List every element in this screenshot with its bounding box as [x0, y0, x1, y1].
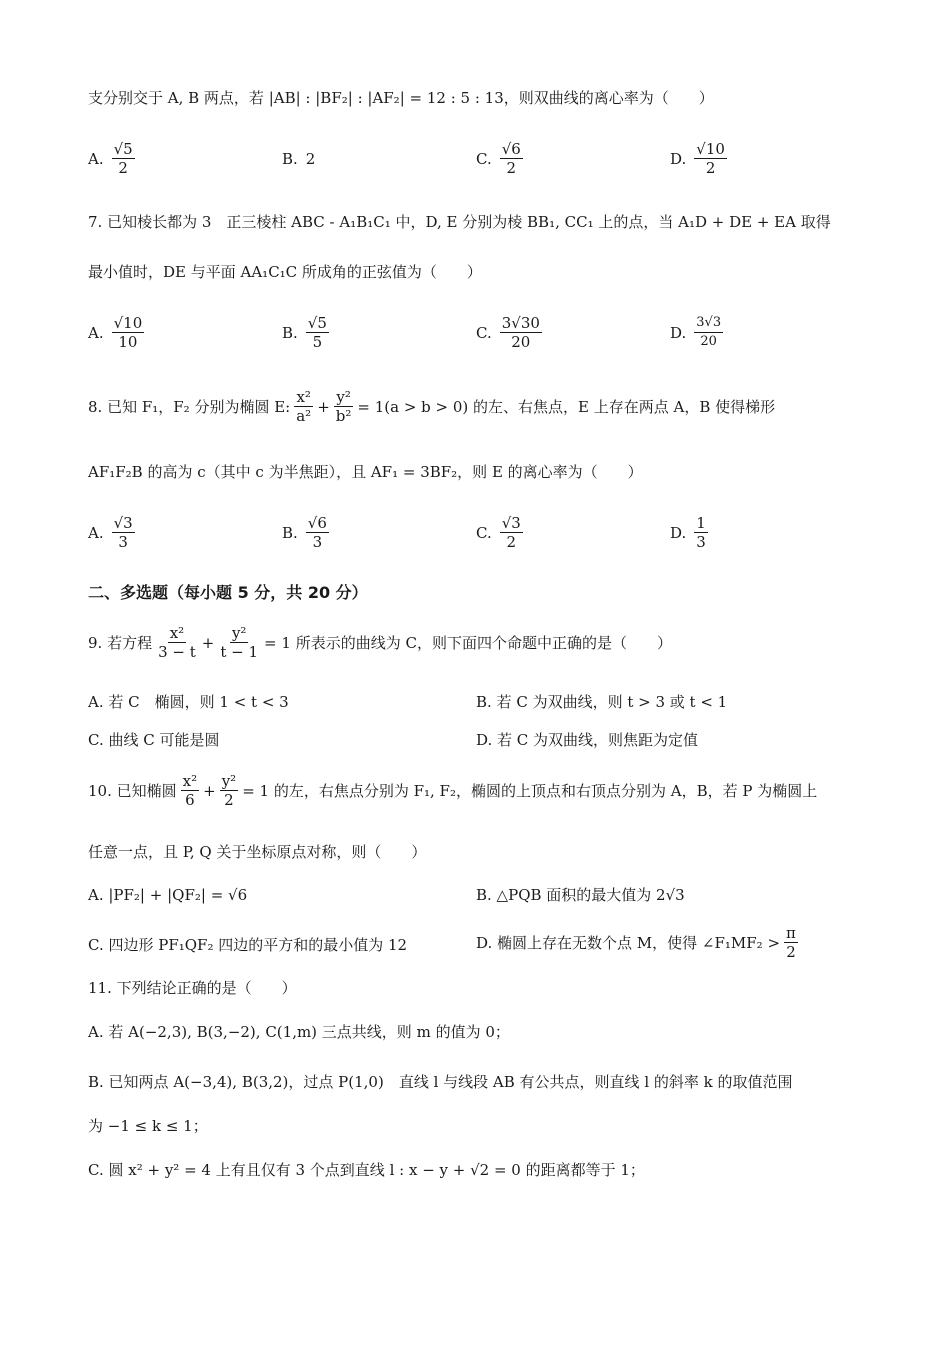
- q10-stem-line1: 10. 已知椭圆 $\frac{\text{x²}}{6}$ + $\frac{\text{y²}}{2}$ = 1 的左，右焦点分别为 F₁, F₂，椭圆的上顶点和右顶点分别为 A，B，若 P 为椭圆上: [88, 772, 818, 809]
- q7-option-d: D. $\frac{3√3}{20}$: [670, 315, 722, 349]
- q11-option-b-line1: B. 已知两点 A(−3,4), B(3,2)，过点 P(1,0) 直线 l 与线段 AB 有公共点，则直线 l 的斜率 k 的取值范围: [88, 1073, 793, 1091]
- q8-option-a: A. $\frac{√3}{3}$: [88, 514, 133, 551]
- fraction: $\frac{√5}{2}$: [113, 140, 133, 177]
- q7-option-c: C. $\frac{3√30}{20}$: [476, 314, 540, 351]
- q6-stem-continuation: 支分别交于 A, B 两点，若 |AB| : |BF₂| : |AF₂| = 12 : 5 : 13，则双曲线的离心率为（ ）: [88, 89, 714, 107]
- fraction: $\frac{\text{x²}}{3 - t}$: [158, 624, 196, 661]
- q7-stem-line1: 7. 已知棱长都为 3 正三棱柱 ABC - A₁B₁C₁ 中，D, E 分别为棱 BB₁, CC₁ 上的点，当 A₁D + DE + EA 取得: [88, 213, 831, 231]
- q6-option-a: [88, 140, 135, 177]
- q11-option-c: C. 圆 x² + y² = 4 上有且仅有 3 个点到直线 l : x − y + √2 = 0 的距离都等于 1；: [88, 1161, 645, 1179]
- q11-option-b-line2: 为 −1 ≤ k ≤ 1；: [88, 1117, 208, 1135]
- fraction: $\frac{3√3}{20}$: [696, 315, 722, 349]
- q7-option-a: A. $\frac{√10}{10}$: [88, 314, 143, 351]
- q8-stem-line1: 8. 已知 F₁，F₂ 分别为椭圆 E: $\frac{\text{x²}}{\text{a²}}$ + $\frac{\text{y²}}{\text{b²}}$ = 1(a > b > 0) 的左、右焦点，E 上存在两点 A，B 使得梯形: [88, 388, 776, 425]
- option-label: D.: [670, 149, 687, 168]
- option-value: 2: [305, 150, 316, 168]
- q8-stem-line2: AF₁F₂B 的高为 c（其中 c 为半焦距），且 AF₁ = 3BF₂，则 E 的离心率为（ ）: [88, 463, 643, 481]
- q8-option-c: C. $\frac{√3}{2}$: [476, 514, 521, 551]
- q6-option-b: [282, 150, 315, 168]
- q10-option-b: B. △PQB 面积的最大值为 2√3: [476, 886, 685, 904]
- fraction: $\frac{√6}{3}$: [307, 514, 327, 551]
- section-heading: 二、多选题（每小题 5 分，共 20 分）: [88, 583, 368, 602]
- q11-option-a: A. 若 A(−2,3), B(3,−2), C(1,m) 三点共线，则 m 的值为 0；: [88, 1023, 510, 1041]
- q10-option-c: C. 四边形 PF₁QF₂ 四边的平方和的最小值为 12: [88, 936, 408, 954]
- q7-option-b: B. $\frac{√5}{5}$: [282, 314, 327, 351]
- q8-option-d: D. $\frac{1}{3}$: [670, 514, 706, 551]
- q10-option-d: D. 椭圆上存在无数个点 M，使得 ∠F₁MF₂ > $\frac{\pi}{2}$: [476, 924, 796, 961]
- fraction: $\frac{\text{y²}}{\text{b²}}$: [335, 388, 352, 425]
- q11-stem: 11. 下列结论正确的是（ ）: [88, 979, 297, 997]
- fraction: $\frac{√5}{5}$: [307, 314, 327, 351]
- option-label: A.: [88, 149, 104, 168]
- option-label: C.: [476, 149, 492, 168]
- q7-stem-line2: 最小值时，DE 与平面 AA₁C₁C 所成角的正弦值为（ ）: [88, 263, 482, 281]
- fraction: $\frac{√3}{2}$: [501, 514, 521, 551]
- q9-option-b: B. 若 C 为双曲线，则 t > 3 或 t < 1: [476, 693, 728, 711]
- fraction: $\frac{√3}{3}$: [113, 514, 133, 551]
- fraction: $\frac{\pi}{2}$: [786, 924, 796, 961]
- q9-stem: 9. 若方程 $\frac{\text{x²}}{3 - t}$ + $\frac{\text{y²}}{t - 1}$ = 1 所表示的曲线为 C，则下面四个命题中正确的是（ ）: [88, 624, 672, 661]
- q9-option-d: D. 若 C 为双曲线，则焦距为定值: [476, 731, 699, 749]
- fraction: $\frac{√10}{10}$: [113, 314, 143, 351]
- fraction: $\frac{1}{3}$: [696, 514, 706, 551]
- q6-option-c: [476, 140, 523, 177]
- fraction: $\frac{\text{y²}}{t - 1}$: [220, 624, 259, 661]
- fraction: $\frac{3√30}{20}$: [501, 314, 540, 351]
- q8-option-b: B. $\frac{√6}{3}$: [282, 514, 327, 551]
- fraction: $\frac{√10}{2}$: [696, 140, 725, 177]
- q9-option-a: A. 若 C 椭圆，则 1 < t < 3: [88, 693, 289, 711]
- fraction: $\frac{√6}{2}$: [501, 140, 521, 177]
- fraction: $\frac{\text{x²}}{\text{a²}}$: [296, 388, 312, 425]
- q10-option-a: A. |PF₂| + |QF₂| = √6: [88, 886, 248, 904]
- q6-option-d: [670, 140, 727, 177]
- fraction: $\frac{\text{y²}}{2}$: [221, 772, 237, 809]
- q10-stem-line2: 任意一点，且 P, Q 关于坐标原点对称，则（ ）: [88, 843, 427, 861]
- option-label: B.: [282, 150, 298, 168]
- q9-option-c: C. 曲线 C 可能是圆: [88, 731, 220, 749]
- fraction: $\frac{\text{x²}}{6}$: [182, 772, 198, 809]
